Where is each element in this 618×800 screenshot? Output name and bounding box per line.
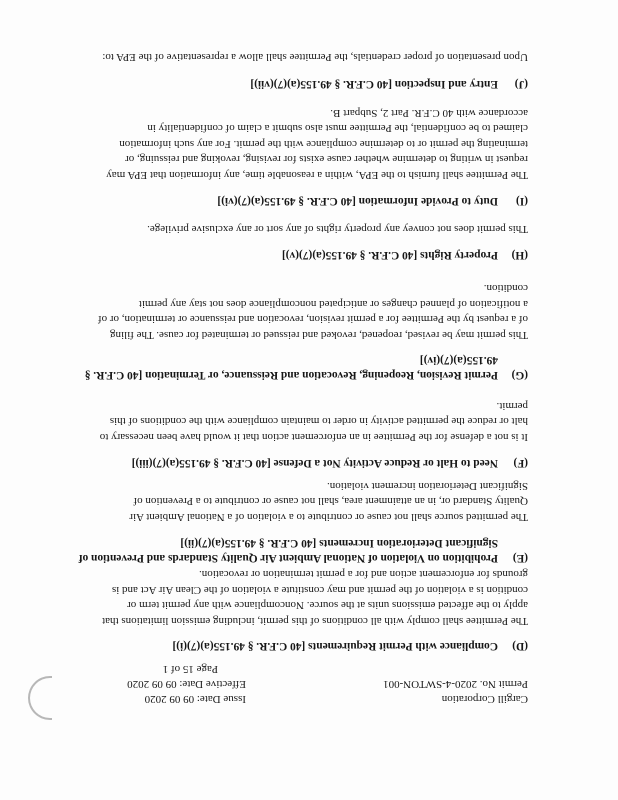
body-line: It is not a defense for the Permittee in an enforcement action that it would have been necessary to — [99, 431, 528, 443]
section-title: Entry and Inspection [40 C.F.R. § 49.155(a)(7)(vii)] — [250, 78, 498, 90]
body-line: apply to the affected emissions units at the source. Noncompliance with any permit term or — [127, 599, 528, 612]
section-e-heading — [68, 535, 528, 565]
section-title: Compliance with Permit Requirements [40 C.F.R. § 49.155(a)(7)(i)] — [172, 640, 498, 652]
issue-date: Issue Date: 09 09 2020 — [144, 693, 246, 705]
section-letter: (H) — [511, 249, 528, 261]
body-line: a notification of planned changes or anticipated noncompliance does not stay any permit — [138, 298, 528, 310]
permit-number: Permit No. 2020-4-SWTON-001 — [383, 678, 528, 690]
body-line: The permitted source shall not cause or contribute to a violation of a National Ambient Air — [129, 511, 528, 523]
section-title: Prohibition on Violation of National Ambient Air Quality Standards and Prevention of Significant Deterioration Increments [40 C.F.R. § 49.155(a)(7)(ii)] — [78, 537, 498, 564]
section-h-heading — [68, 247, 528, 262]
body-line: Significant Deterioration increment violation. — [327, 480, 528, 492]
section-j-body — [88, 49, 528, 65]
body-line: The Permittee shall comply with all conditions of this permit, including emission limitations that — [102, 615, 528, 627]
body-line: grounds for enforcement action and for a permit termination or revocation. — [199, 568, 528, 581]
page-number: Page 15 of 1 — [162, 663, 218, 675]
body-line: condition is a violation of the permit and may constitute a violation of the Clean Air Act and is — [111, 584, 528, 596]
section-e-body — [88, 478, 528, 525]
section-d-body — [88, 566, 528, 628]
section-g-body — [88, 280, 528, 342]
body-line: This permit does not convey any property rights of any sort or any exclusive privilege. — [147, 223, 528, 235]
section-h-body — [88, 221, 528, 237]
section-d-heading — [68, 638, 528, 653]
section-title: Permit Revision, Reopening, Revocation and Reissuance, or Termination [40 C.F.R. § 49.155(a)(7)(iv)] — [84, 354, 498, 381]
body-line: condition. — [483, 282, 528, 295]
section-i-heading — [68, 193, 528, 208]
section-letter: (D) — [512, 640, 528, 652]
section-title: Need to Halt or Reduce Activity Not a Defense [40 C.F.R. § 49.155(a)(7)(iii)] — [131, 457, 498, 469]
section-letter: (E) — [512, 552, 528, 564]
body-line: accordance with 40 C.F.R. Part 2, Subpart B. — [330, 107, 528, 119]
section-letter: (G) — [511, 369, 528, 381]
body-line: claimed to be confidential, the Permittee must also submit a claim of confidentiality in — [147, 122, 528, 135]
company-name: Cargill Corporation — [441, 693, 528, 705]
section-i-body — [88, 105, 528, 183]
section-g-heading — [68, 352, 528, 382]
body-line: Quality Standard or, in an attainment area, shall not cause or contribute to a Prevention of — [133, 495, 528, 508]
body-line: halt or reduce the permitted activity in order to maintain compliance with the conditions of this — [109, 415, 528, 428]
body-line: terminating the permit or to determine compliance with the permit. For any such information — [119, 138, 528, 150]
body-line: This permit may be revised, reopened, revoked and reissued or terminated for cause. The filing — [110, 329, 528, 341]
section-letter: (I) — [515, 195, 528, 207]
body-line: permit. — [496, 400, 528, 412]
section-f-heading — [68, 455, 528, 470]
body-line: The Permittee shall furnish to the EPA, within a reasonable time, any information that EPA may — [106, 169, 528, 181]
section-j-heading — [68, 76, 528, 91]
section-f-body — [88, 398, 528, 445]
body-line: request in writing to determine whether cause exists for revising, revoking and reissuing, or — [125, 153, 528, 166]
section-title: Property Rights [40 C.F.R. § 49.155(a)(7)(v)] — [281, 249, 498, 261]
body-line: Upon presentation of proper credentials, the Permittee shall allow a representative of the EPA to: — [102, 51, 528, 63]
body-line: of a request by the Permittee for a permit revision, revocation and reissuance or termination, or of — [97, 313, 528, 326]
scan-artifact-mark — [28, 676, 52, 720]
section-letter: (J) — [514, 78, 528, 90]
effective-date: Effective Date: 09 09 2020 — [127, 678, 246, 690]
section-title: Duty to Provide Information [40 C.F.R. § 49.155(a)(7)(vi)] — [217, 195, 498, 207]
section-letter: (F) — [513, 457, 528, 469]
